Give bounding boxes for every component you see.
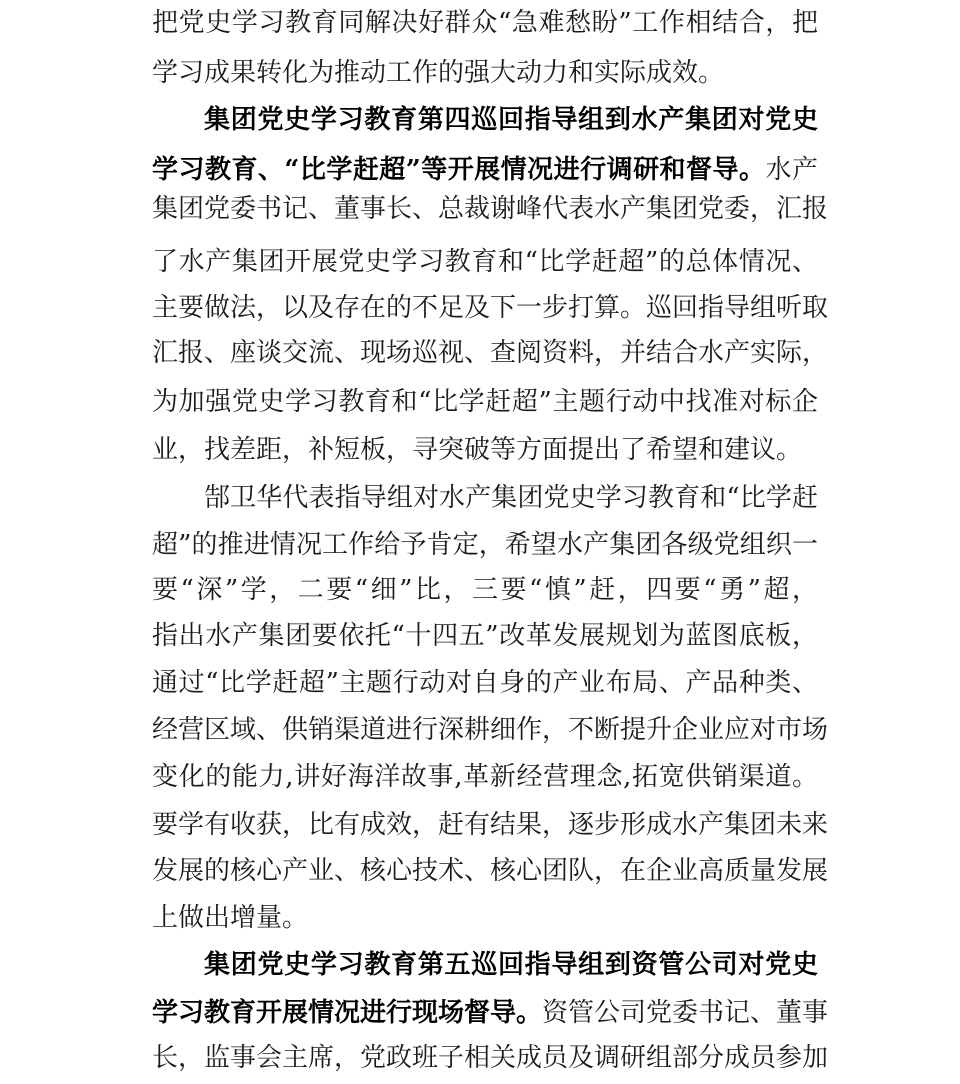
body-text: 通过“比学赶超”主题行动对自身的产业布局、产品种类、 xyxy=(152,668,818,698)
text-line xyxy=(152,993,829,1033)
text-line xyxy=(152,710,829,750)
body-text: 了水产集团开展党史学习教育和“比学赶超”的总体情况、 xyxy=(152,247,818,277)
text-line xyxy=(152,851,829,891)
bold-heading-text: 学习教育开展情况进行现场督导。 xyxy=(152,998,543,1028)
text-line xyxy=(152,525,818,565)
text-line xyxy=(152,333,829,373)
text-line xyxy=(152,570,818,610)
body-text: 资管公司党委书记、董事 xyxy=(542,998,829,1028)
text-line xyxy=(152,757,818,797)
text-line xyxy=(152,898,818,938)
bold-heading-text: 集团党史学习教育第五巡回指导组到资管公司对党史 xyxy=(204,950,818,980)
text-line xyxy=(152,1038,829,1078)
text-line xyxy=(152,3,818,43)
text-line xyxy=(152,150,818,190)
body-text: 为加强党史学习教育和“比学赶超”主题行动中找准对标企 xyxy=(152,387,818,417)
body-text: 指出水产集团要依托“十四五”改革发展规划为蓝图底板， xyxy=(152,621,818,651)
body-text: 业，找差距，补短板，寻突破等方面提出了希望和建议。 xyxy=(152,435,803,465)
body-text: 上做出增量。 xyxy=(152,903,309,933)
body-text: 变化的能力,讲好海洋故事,革新经营理念,拓宽供销渠道。 xyxy=(152,762,818,792)
text-line xyxy=(152,663,818,703)
body-text: 要“深”学，二要“细”比，三要“慎”赶，四要“勇”超， xyxy=(152,575,818,605)
text-line xyxy=(152,288,829,328)
body-text: 把党史学习教育同解决好群众“急难愁盼”工作相结合，把 xyxy=(152,8,818,38)
bold-heading-text: 学习教育、“比学赶超”等开展情况进行调研和督导。 xyxy=(152,155,766,185)
text-line xyxy=(204,478,818,518)
body-text: 要学有收获，比有成效，赶有结果，逐步形成水产集团未来 xyxy=(152,810,829,840)
text-line xyxy=(152,242,818,282)
body-text: 发展的核心产业、核心技术、核心团队，在企业高质量发展 xyxy=(152,856,829,886)
text-line xyxy=(204,945,818,985)
body-text: 经营区域、供销渠道进行深耕细作，不断提升企业应对市场 xyxy=(152,715,829,745)
body-text: 水产 xyxy=(765,155,818,185)
body-text: 学习成果转化为推动工作的强大动力和实际成效。 xyxy=(152,58,725,88)
body-text: 郜卫华代表指导组对水产集团党史学习教育和“比学赶 xyxy=(204,483,818,513)
bold-heading-text: 集团党史学习教育第四巡回指导组到水产集团对党史 xyxy=(204,105,818,135)
text-line xyxy=(152,53,818,93)
text-line xyxy=(204,100,818,140)
body-text: 主要做法，以及存在的不足及下一步打算。巡回指导组听取 xyxy=(152,293,829,323)
body-text: 超”的推进情况工作给予肯定，希望水产集团各级党组织一 xyxy=(152,530,818,560)
body-text: 长，监事会主席，党政班子相关成员及调研组部分成员参加 xyxy=(152,1043,829,1073)
text-line xyxy=(152,430,818,470)
text-line xyxy=(152,616,818,656)
body-text: 集团党委书记、董事长、总裁谢峰代表水产集团党委，汇报 xyxy=(152,194,829,224)
text-line xyxy=(152,189,829,229)
text-line xyxy=(152,382,818,422)
body-text: 汇报、座谈交流、现场巡视、查阅资料，并结合水产实际， xyxy=(152,338,829,368)
text-line xyxy=(152,805,829,845)
